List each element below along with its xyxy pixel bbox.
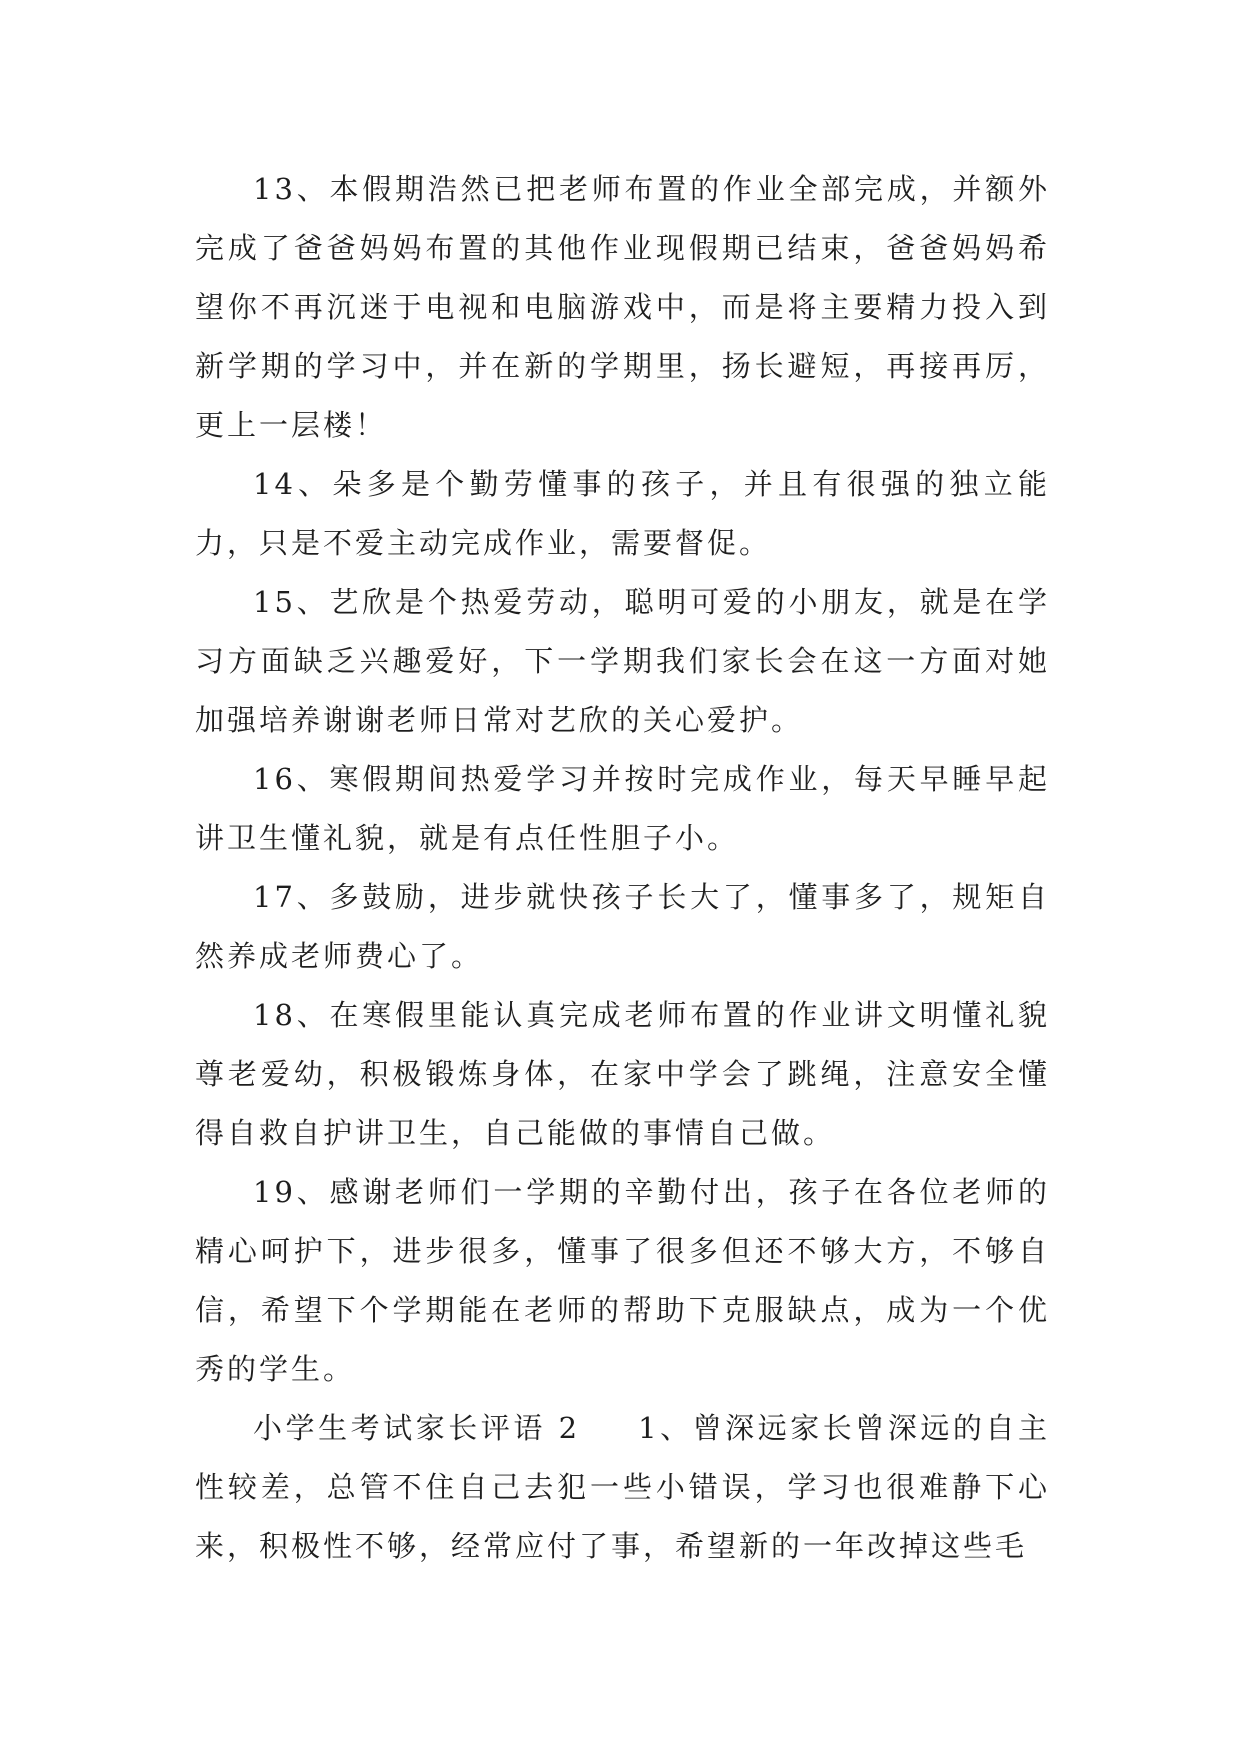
paragraph-13: 13、本假期浩然已把老师布置的作业全部完成，并额外完成了爸爸妈妈布置的其他作业现假期已结束，爸爸妈妈希望你不再沉迷于电视和电脑游戏中，而是将主要精力投入到新学期的学习中，并在新的学期里，扬长避短，再接再厉，更上一层楼！ [195,172,1050,442]
paragraph-14: 14、朵多是个勤劳懂事的孩子，并且有很强的独立能力，只是不爱主动完成作业，需要督促。 [195,467,1050,560]
section-heading: 小学生考试家长评语 2 [253,1411,581,1445]
paragraph-16: 16、寒假期间热爱学习并按时完成作业，每天早睡早起讲卫生懂礼貌，就是有点任性胆子小。 [195,762,1050,855]
paragraph-17: 17、多鼓励，进步就快孩子长大了，懂事多了，规矩自然养成老师费心了。 [195,880,1050,973]
document-body [195,160,1050,1576]
paragraph-19: 19、感谢老师们一学期的辛勤付出，孩子在各位老师的精心呵护下，进步很多，懂事了很多但还不够大方，不够自信，希望下个学期能在老师的帮助下克服缺点，成为一个优秀的学生。 [195,1175,1050,1386]
paragraph-18: 18、在寒假里能认真完成老师布置的作业讲文明懂礼貌尊老爱幼，积极锻炼身体，在家中学会了跳绳，注意安全懂得自救自护讲卫生，自己能做的事情自己做。 [195,998,1050,1150]
paragraph-15: 15、艺欣是个热爱劳动，聪明可爱的小朋友，就是在学习方面缺乏兴趣爱好，下一学期我们家长会在这一方面对她加强培养谢谢老师日常对艺欣的关心爱护。 [195,585,1050,737]
section-paragraph [195,1399,1050,1576]
section-text: 1、曾深远家长曾深远的自主性较差，总管不住自己去犯一些小错误，学习也很难静下心来，积极性不够，经常应付了事，希望新的一年改掉这些毛 [195,1411,1051,1563]
